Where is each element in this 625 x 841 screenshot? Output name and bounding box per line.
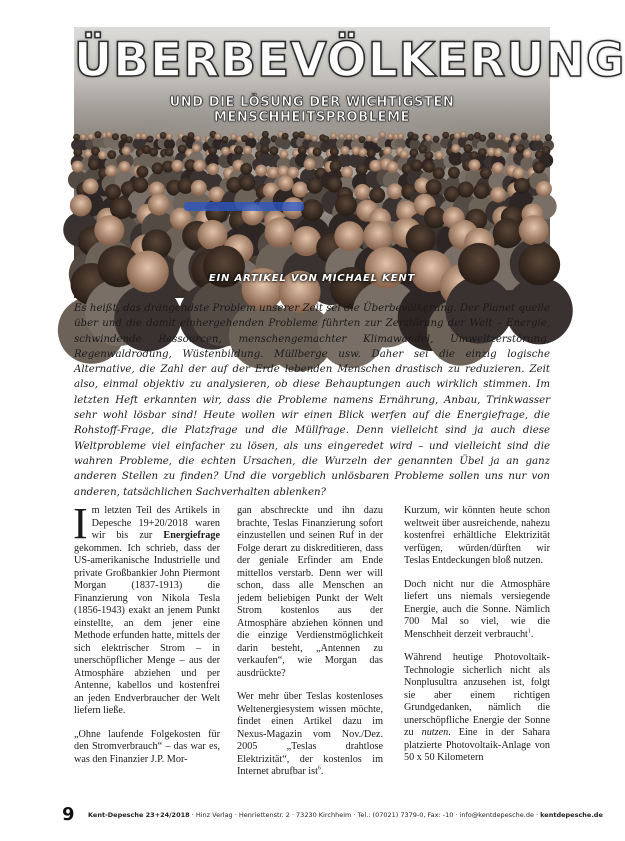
paragraph-text: . [530,628,534,640]
footnote-ref: 6 [317,765,321,772]
column-1 [73,499,220,777]
website-link[interactable]: kentdepesche.de [540,811,603,819]
column-2 [237,505,383,790]
highlight-term: Energiefrage [163,530,220,541]
page-number: 9 [62,804,75,825]
drop-cap: I [73,499,88,548]
article-lead: Es heißt, das drängendste Problem unserer Zeit sei die Überbevölkerung. Der Planet quelle über und die damit einhergehenden Probleme führten zur Zerstörung der Welt – Energie, schwindende Ressourcen, menschengemachter Klimawandel, Umweltzerstörung, Regenwaldrodung, Wüstenbildung. Müllberge usw. Daher sei die einzig logische Alternative, die Zahl der auf der Erde lebenden Menschen drastisch zu reduzieren. Zeit also, einmal objektiv zu analysieren, ob diese Behauptungen auch wirklich stimmen. Im letzten Heft erkannten wir, dass die Probleme namens Ernährung, Anbau, Trinkwasser sehr wohl lösbar sind! Heute wollen wir einen Blick werfen auf die Energiefrage, die Rohstoff-Frage, die Platzfrage und die Müllfrage. Denn vielleicht sind ja auch diese Weltprobleme viel einfacher zu lösen, als uns eingeredet wird – und vielleicht sind die wahren Probleme, die echten Ursachen, die Wurzeln der genannten Übel ja an ganz anderen Stellen zu finden? Und die vorgeblich unlösbaren Probleme sollen uns nur von anderen, tatsächlichen Sachverhalten ablenken? [74,303,550,498]
emphasis: nutzen [421,727,449,738]
paragraph-text: . Eine in der Sahara platzierte Photovoltaik-Anlage von 50 x 50 Kilometern [404,727,550,763]
paragraph: „Ohne laufende Folgekosten für den Stromverbrauch“ – das war es, was den Finanzier J.P. Mor- [74,728,220,765]
paragraph: Kurzum, wir könnten heute schon weltweit über ausreichende, nahezu kostenfrei erhältliche Elektrizität verfügen, würden/dürften wir Teslas Entdeckungen bloß nutzen. [404,505,550,566]
paragraph: gan abschreckte und ihn dazu brachte, Teslas Finanzierung sofort einzustellen und seinen Ruf in der Folge derart zu diskreditieren, dass der geniale Erfinder am Ende mittellos verstarb. Denn wer will schon, dass alle Menschen an jedem beliebigen Punkt der Welt Strom kostenlos aus der Atmosphäre abziehen können und die einzige Verdienstmöglichkeit darin besteht, „Antennen zu verkaufen“, wie Morgan das ausdrückte? [237,505,383,679]
paragraph-text: gekommen. Ich schrieb, dass der US-amerikanische Industrielle und private Großbankier John Piermont Morgan (1837-1913) die Finanzierung von Nikola Tesla (1856-1943) exakt an jenem Punkt einstellte, an dem jener eine Methode erfunden hatte, mittels der sich elektrischer Strom – in unerschöpflicher Menge – aus der Atmosphäre abziehen und per Antenne, kabellos und kostenfrei an jeden Endverbraucher der Welt liefern ließe. [74,542,220,716]
publication-name: Kent-Depesche 23+24/2018 [88,811,190,819]
footnote-ref: 1 [527,628,531,635]
article-title: ÜBERBEVÖLKERUNG [74,33,625,88]
paragraph-text: Wer mehr über Teslas kostenloses Weltenergiesystem wissen möchte, findet einen Artikel dazu im Nexus-Magazin vom Nov./Dez. 2005 „Teslas drahtlose Elektrizität“, der kostenlos im Internet abrufbar ist [237,691,383,777]
paragraph [73,499,220,718]
paragraph-text: Während heutige Photovoltaik-Technologie sicherlich nicht als Nonplusultra anzusehen ist, folgt sie aber einem richtigen Grundgedanken, nämlich die unerschöpfliche Energie der Sonne zu [404,652,550,738]
column-3 [404,505,550,776]
footer-imprint [88,811,603,819]
paragraph [237,691,383,779]
paragraph-text: Doch nicht nur die Atmosphäre liefert uns niemals versiegende Energie, auch die Sonne. Nämlich 700 Mal so viel, wie die Menschheit derzeit verbraucht [404,578,550,640]
imprint-details: · Hinz Verlag · Henriettenstr. 2 · 73230 Kirchheim · Tel.: (07021) 7379-0, Fax: -10 · info@kentdepesche.de · [189,811,541,819]
article-subtitle: UND DIE LÖSUNG DER WICHTIGSTEN MENSCHHEITSPROBLEME [169,95,455,125]
paragraph-text: . [320,766,324,777]
paragraph-text: m letzten Teil des Artikels in Depesche 19+20/2018 waren wir bis zur [91,505,220,541]
paragraph [404,652,550,765]
article-byline: EIN ARTIKEL VON MICHAEL KENT [208,273,416,284]
hero-image [74,27,625,298]
paragraph [404,579,550,642]
